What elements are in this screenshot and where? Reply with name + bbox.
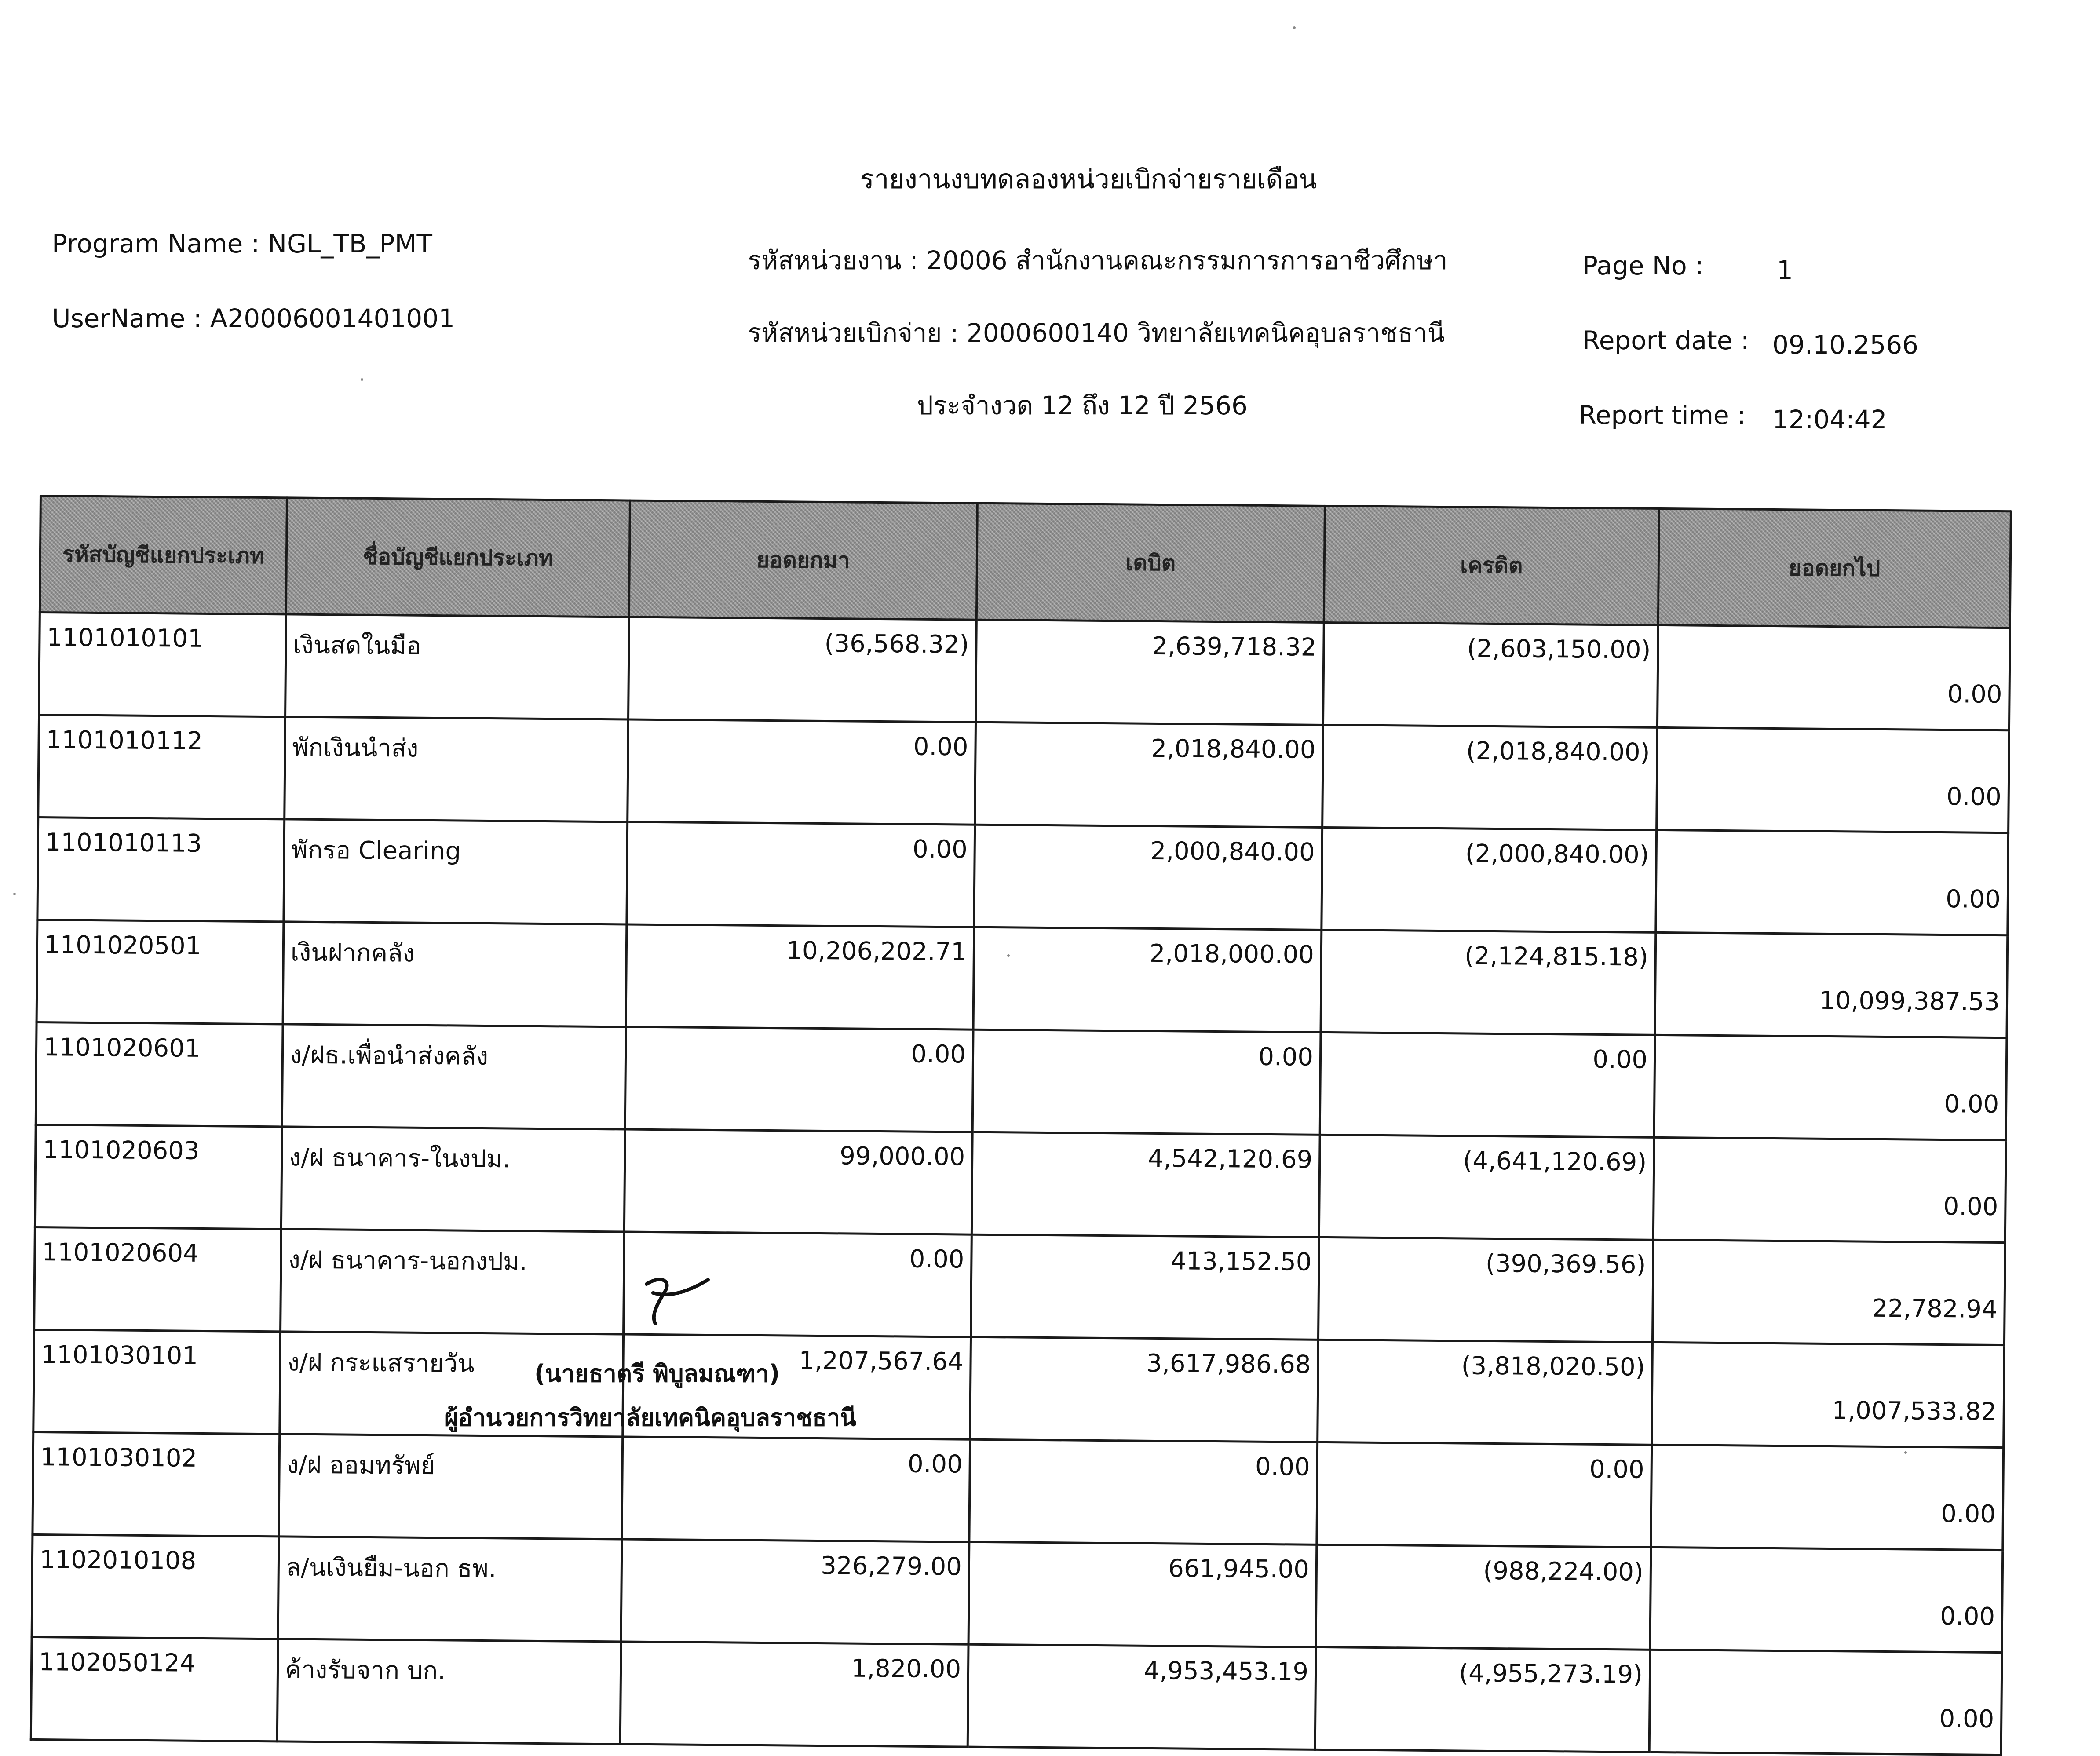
account-code: 1101010101 — [39, 613, 286, 717]
column-header-account-code: รหัสบัญชีแยกประเภท — [40, 496, 287, 614]
account-name: ง/ฝ ออมทรัพย์ — [279, 1434, 623, 1539]
opening-balance: 10,206,202.71 — [626, 924, 974, 1030]
opening-balance: 0.00 — [624, 1232, 972, 1337]
signatory-name: (นายธาตรี พิบูลมณฑา) — [534, 1360, 780, 1387]
credit-amount: (3,818,020.50) — [1318, 1340, 1653, 1445]
account-code: 1101020501 — [37, 920, 284, 1024]
account-name: ค้างรับจาก บก. — [277, 1639, 621, 1744]
debit-amount: 2,018,000.00 — [973, 927, 1322, 1032]
opening-balance: 99,000.00 — [624, 1129, 972, 1234]
account-name: ง/ฝ ธนาคาร-นอกงปม. — [281, 1229, 625, 1334]
scan-speck — [1007, 954, 1010, 957]
column-header-opening-balance: ยอดยกมา — [629, 500, 977, 620]
column-header-debit: เดบิต — [976, 503, 1325, 622]
account-name: ล/นเงินยืม-นอก ธพ. — [278, 1537, 622, 1642]
column-header-closing-balance: ยอดยกไป — [1658, 508, 2011, 628]
table-row — [37, 817, 2009, 935]
table-row — [37, 920, 2008, 1037]
debit-amount: 4,542,120.69 — [971, 1132, 1320, 1237]
closing-balance: 0.00 — [1656, 830, 2009, 935]
account-name: พักรอ Clearing — [284, 819, 628, 924]
credit-amount: (2,124,815.18) — [1321, 930, 1656, 1035]
credit-amount: (4,641,120.69) — [1319, 1135, 1654, 1240]
report-time-value: 12:04:42 — [1772, 405, 1887, 434]
credit-amount: (2,603,150.00) — [1323, 622, 1658, 727]
agency-line: รหัสหน่วยงาน : 20006 สำนักงานคณะกรรมการการอาชีวศึกษา — [748, 245, 1448, 275]
signature-mark — [633, 1267, 721, 1333]
account-code: 1101020604 — [34, 1227, 281, 1331]
opening-balance: 326,279.00 — [621, 1539, 969, 1644]
account-name: พักเงินนำส่ง — [285, 717, 628, 822]
opening-balance: 0.00 — [622, 1437, 970, 1542]
scan-speck — [1904, 1451, 1907, 1454]
account-code: 1102050124 — [31, 1637, 278, 1741]
account-name: เงินฝากคลัง — [283, 922, 627, 1027]
table-header-row — [40, 496, 2011, 628]
closing-balance: 0.00 — [1653, 1137, 2006, 1242]
trial-balance-table-wrap — [33, 495, 2010, 1734]
debit-amount: 3,617,986.68 — [970, 1337, 1318, 1442]
credit-amount: (2,000,840.00) — [1322, 827, 1657, 932]
account-name: ง/ฝ ธนาคาร-ในงปม. — [281, 1127, 625, 1232]
account-code: 1101010112 — [38, 715, 285, 819]
table-row — [33, 1432, 2004, 1550]
opening-balance: 1,820.00 — [620, 1642, 968, 1747]
report-date-label: Report date : — [1582, 325, 1749, 355]
opening-balance: 0.00 — [625, 1027, 973, 1132]
closing-balance: 0.00 — [1657, 625, 2010, 730]
column-header-credit: เครดิต — [1324, 506, 1659, 625]
debit-amount: 2,000,840.00 — [974, 825, 1322, 930]
table-row — [35, 1124, 2006, 1242]
opening-balance: 0.00 — [627, 822, 975, 927]
table-row — [32, 1534, 2003, 1652]
account-code: 1101030101 — [33, 1329, 281, 1434]
account-name: ง/ฝ กระแสรายวัน — [280, 1332, 624, 1437]
trial-balance-table — [30, 495, 2012, 1756]
credit-amount: 0.00 — [1317, 1442, 1652, 1547]
opening-balance: 0.00 — [628, 719, 976, 825]
closing-balance: 22,782.94 — [1652, 1240, 2005, 1345]
page-no-label: Page No : — [1582, 251, 1704, 281]
table-row — [39, 613, 2010, 730]
credit-amount: (988,224.00) — [1316, 1544, 1651, 1650]
closing-balance: 0.00 — [1650, 1547, 2003, 1652]
opening-balance: (36,568.32) — [628, 617, 977, 722]
debit-amount: 2,639,718.32 — [976, 620, 1324, 725]
credit-amount: (390,369.56) — [1318, 1237, 1653, 1342]
user-name: UserName : A20006001401001 — [52, 303, 455, 333]
report-time-label: Report time : — [1579, 400, 1746, 430]
table-row — [38, 715, 2009, 833]
account-code: 1101030102 — [33, 1432, 280, 1536]
credit-amount: (2,018,840.00) — [1322, 725, 1658, 830]
report-date-value: 09.10.2566 — [1772, 330, 1919, 360]
column-header-account-name: ชื่อบัญชีแยกประเภท — [286, 498, 630, 617]
program-name: Program Name : NGL_TB_PMT — [52, 229, 432, 259]
report-title: รายงานงบทดลองหน่วยเบิกจ่ายรายเดือน — [860, 164, 1317, 195]
debit-amount: 0.00 — [972, 1030, 1321, 1135]
table-row — [34, 1227, 2005, 1345]
table-row — [31, 1637, 2002, 1755]
account-name: ง/ฝธ.เพื่อนำส่งคลัง — [282, 1024, 626, 1129]
table-row — [33, 1329, 2005, 1447]
debit-amount: 2,018,840.00 — [975, 722, 1323, 827]
scan-speck — [1293, 26, 1296, 29]
debit-amount: 661,945.00 — [968, 1542, 1317, 1647]
scan-speck — [361, 378, 363, 381]
signatory-position: ผู้อำนวยการวิทยาลัยเทคนิคอุบลราชธานี — [444, 1404, 857, 1431]
debit-amount: 4,953,453.19 — [968, 1644, 1316, 1749]
account-name: เงินสดในมือ — [285, 614, 629, 719]
period-line: ประจำงวด 12 ถึง 12 ปี 2566 — [917, 391, 1248, 420]
debit-amount: 413,152.50 — [971, 1234, 1319, 1340]
table-row — [36, 1022, 2007, 1140]
page-no-value: 1 — [1777, 255, 1793, 285]
account-code: 1102010108 — [32, 1534, 279, 1639]
disbursing-unit-line: รหัสหน่วยเบิกจ่าย : 2000600140 วิทยาลัยเทคนิคอุบลราชธานี — [748, 318, 1445, 348]
scan-speck — [13, 893, 16, 895]
closing-balance: 1,007,533.82 — [1652, 1342, 2005, 1447]
opening-balance: 1,207,567.64 — [623, 1334, 971, 1439]
closing-balance: 0.00 — [1649, 1650, 2002, 1755]
account-code: 1101010113 — [37, 817, 285, 921]
closing-balance: 0.00 — [1651, 1445, 2004, 1550]
closing-balance: 10,099,387.53 — [1655, 932, 2008, 1037]
closing-balance: 0.00 — [1657, 727, 2009, 832]
credit-amount: 0.00 — [1320, 1032, 1655, 1137]
credit-amount: (4,955,273.19) — [1315, 1647, 1650, 1752]
account-code: 1101020603 — [35, 1124, 282, 1229]
account-code: 1101020601 — [36, 1022, 283, 1126]
debit-amount: 0.00 — [969, 1439, 1318, 1544]
closing-balance: 0.00 — [1654, 1035, 2007, 1140]
